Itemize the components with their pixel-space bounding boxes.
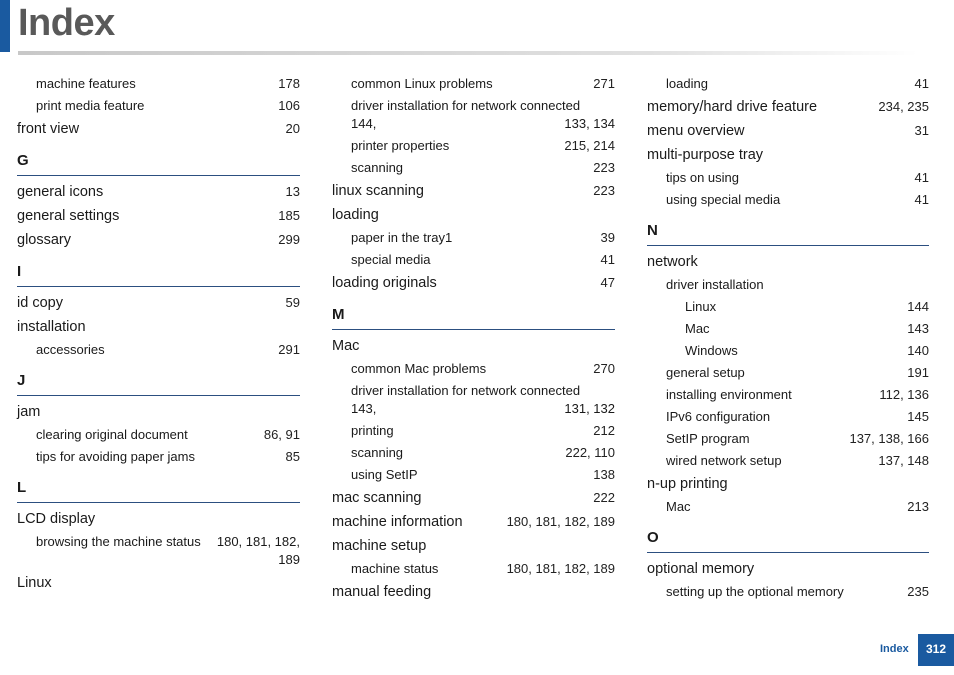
index-entry[interactable]: printer properties 215, 214: [351, 138, 615, 153]
page-number: 312: [918, 634, 954, 666]
index-entry[interactable]: wired network setup 137, 148: [666, 453, 929, 468]
index-entry[interactable]: installing environment 112, 136: [666, 387, 929, 402]
section-letter-m: M: [332, 305, 615, 330]
index-entry[interactable]: front view 20: [17, 121, 300, 137]
index-entry: n-up printing: [647, 476, 728, 492]
index-entry: loading: [332, 207, 379, 223]
index-entry[interactable]: using SetIP 138: [351, 467, 615, 482]
index-entry[interactable]: mac scanning 222: [332, 490, 615, 506]
index-entry[interactable]: tips for avoiding paper jams 85: [36, 449, 300, 464]
index-entry[interactable]: common Linux problems 271: [351, 76, 615, 91]
index-entry: network: [647, 254, 698, 270]
section-letter-g: G: [17, 151, 300, 176]
index-entry: machine setup: [332, 538, 427, 554]
index-column-3: [647, 73, 929, 603]
index-entry[interactable]: clearing original document 86, 91: [36, 427, 300, 442]
index-entry[interactable]: Mac 213: [666, 499, 929, 514]
index-entry[interactable]: common Mac problems 270: [351, 361, 615, 376]
index-entry[interactable]: general icons 13: [17, 184, 300, 200]
index-entry[interactable]: scanning 223: [351, 160, 615, 175]
index-entry[interactable]: machine features 178: [36, 76, 300, 91]
index-entry[interactable]: general settings 185: [17, 208, 300, 224]
index-entry[interactable]: using special media 41: [666, 192, 929, 207]
index-entry[interactable]: driver installation for network connected 144, 133, 134: [351, 98, 615, 131]
index-entry: Linux: [17, 575, 52, 591]
index-entry[interactable]: scanning 222, 110: [351, 445, 615, 460]
index-entry[interactable]: SetIP program 137, 138, 166: [666, 431, 929, 446]
index-entry[interactable]: driver installation for network connected 143, 131, 132: [351, 383, 615, 416]
index-entry: jam: [17, 404, 41, 420]
index-entry[interactable]: Mac 143: [685, 321, 929, 336]
header-accent-bar: [0, 0, 10, 52]
index-entry[interactable]: setting up the optional memory 235: [666, 584, 929, 599]
index-entry[interactable]: glossary 299: [17, 232, 300, 248]
index-entry[interactable]: print media feature 106: [36, 98, 300, 113]
index-entry[interactable]: loading originals 47: [332, 275, 615, 291]
index-column-2: [332, 73, 615, 604]
index-entry: Mac: [332, 338, 360, 354]
index-entry[interactable]: loading 41: [666, 76, 929, 91]
section-letter-i: I: [17, 262, 300, 287]
index-entry[interactable]: id copy 59: [17, 295, 300, 311]
index-entry[interactable]: special media 41: [351, 252, 615, 267]
section-letter-l: L: [17, 478, 300, 503]
index-entry[interactable]: IPv6 configuration 145: [666, 409, 929, 424]
index-entry[interactable]: general setup 191: [666, 365, 929, 380]
index-entry[interactable]: Windows 140: [685, 343, 929, 358]
index-entry[interactable]: printing 212: [351, 423, 615, 438]
footer-section-label: Index: [880, 643, 909, 655]
index-entry[interactable]: machine status 180, 181, 182, 189: [351, 561, 615, 576]
index-entry[interactable]: tips on using 41: [666, 170, 929, 185]
index-entry[interactable]: memory/hard drive feature 234, 235: [647, 99, 929, 115]
index-entry: driver installation: [666, 277, 764, 292]
section-letter-n: N: [647, 221, 929, 246]
section-letter-o: O: [647, 528, 929, 553]
index-entry: manual feeding: [332, 584, 432, 600]
index-entry[interactable]: menu overview 31: [647, 123, 929, 139]
index-entry: optional memory: [647, 561, 755, 577]
index-entry[interactable]: linux scanning 223: [332, 183, 615, 199]
index-column-1: [17, 73, 300, 595]
index-entry[interactable]: accessories 291: [36, 342, 300, 357]
index-entry[interactable]: paper in the tray1 39: [351, 230, 615, 245]
header-divider: [18, 51, 918, 55]
section-letter-j: J: [17, 371, 300, 396]
index-entry[interactable]: machine information 180, 181, 182, 189: [332, 514, 615, 530]
page-title: Index: [18, 2, 115, 44]
index-entry: multi-purpose tray: [647, 147, 764, 163]
index-entry: LCD display: [17, 511, 96, 527]
index-entry: installation: [17, 319, 86, 335]
index-entry[interactable]: browsing the machine status 180, 181, 182, 189: [36, 534, 300, 567]
index-entry[interactable]: Linux 144: [685, 299, 929, 314]
